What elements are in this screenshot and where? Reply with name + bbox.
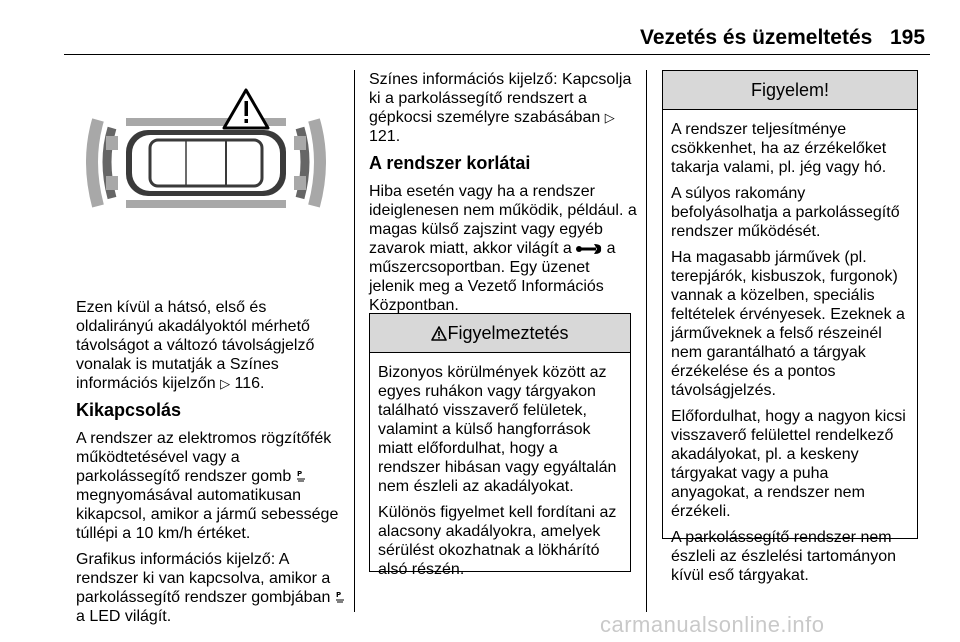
- column-2: [369, 70, 637, 322]
- page-ref-arrow-icon: ▷: [220, 376, 231, 391]
- intro-paragraph: Ezen kívül a hátsó, első és oldalirányú akadályoktól mérhető távolságot a változó távolságjelző vonalak is mutatják a Színes információs kijelzőn ▷ 116.: [76, 299, 315, 392]
- caution-box: [662, 70, 918, 584]
- warning-box-header: Figyelmeztetés: [370, 314, 630, 353]
- graphic-display-paragraph: Grafikus információs kijelző: A rendszer ki van kapcsolva, amikor a parkolássegítő rendszer gombjában P a LED világít.: [76, 550, 346, 626]
- parking-assist-figure: [86, 88, 326, 234]
- disable-paragraph: A rendszer az elektromos rögzítőfék működtetésével vagy a parkolássegítő rendszer gomb P megnyomásával automatikusan kikapcsol, amikor a jármű sebessége túllépi a 10 km/h értéket.: [76, 430, 339, 542]
- page-ref-arrow-icon: ▷: [604, 110, 615, 125]
- column-1: [76, 298, 346, 633]
- page-number: 195: [890, 26, 926, 49]
- color-display-paragraph: Színes információs kijelző: Kapcsolja ki a parkolássegítő rendszert a gépkocsi személyre szabásában ▷ 121.: [369, 71, 632, 145]
- section-heading-disable: Kikapcsolás: [76, 400, 182, 420]
- warning-triangle-icon: [224, 90, 268, 128]
- parking-assist-button-icon: [335, 590, 345, 604]
- caution-box-body: A rendszer teljesítménye csökkenhet, ha az érzékelőket takarja valami, pl. jég vagy hó. A súlyos rakomány befolyásolhatja a parkolássegítő rendszer működését. Ha magasabb járművek (pl. terepjárók, kisbuszok, furgonok) vannak a közelben, speciális feltételek érvényesek. Ezeknek a járműveknek a felső részeinél nem garantálható a tárgyak érzékelése és a pontos távolságjelzés. Előfordulhat, hogy a nagyon kicsi visszaverő felülettel rendelkező akadályokat, pl. a keskeny tárgyakat vagy a puha anyagokat, a rendszer nem érzékeli. A parkolássegítő rendszer nem észleli az észlelési tartományon kívül eső tárgyakat.: [671, 121, 906, 584]
- column-divider-2: [646, 70, 647, 612]
- warning-icon: [431, 326, 447, 341]
- limits-paragraph: Hiba esetén vagy ha a rendszer ideiglenesen nem működik, például. a magas külső zajszint vagy egyéb zavarok miatt, akkor világít a a műszercsoportban. Egy üzenet jelenik meg a Vezető Információs Központban.: [369, 183, 637, 314]
- caution-box-header: Figyelem!: [663, 71, 917, 110]
- warning-box-body: Bizonyos körülmények között az egyes ruhákon vagy tárgyakon található visszaverő felületek, valamint a külső hangforrások miatt előfordulhat, hogy a rendszer hibásan vagy egyáltalán nem észleli az akadályokat. Különös figyelmet kell fordítani az alacsony akadályokra, amelyek sérülést okozhatnak a lökhárító alsó részén.: [378, 364, 617, 578]
- svg-text:P: P: [296, 470, 302, 478]
- header-title: Vezetés és üzemeltetés: [640, 26, 873, 49]
- svg-text:P: P: [335, 591, 341, 599]
- parking-assist-button-icon: [296, 469, 306, 483]
- warning-box: [369, 313, 631, 578]
- watermark: carmanualsonline.info: [600, 612, 825, 637]
- column-divider-1: [354, 70, 355, 612]
- wrench-icon: [576, 243, 602, 255]
- header-rule: [64, 54, 930, 55]
- section-heading-limits: A rendszer korlátai: [369, 153, 531, 173]
